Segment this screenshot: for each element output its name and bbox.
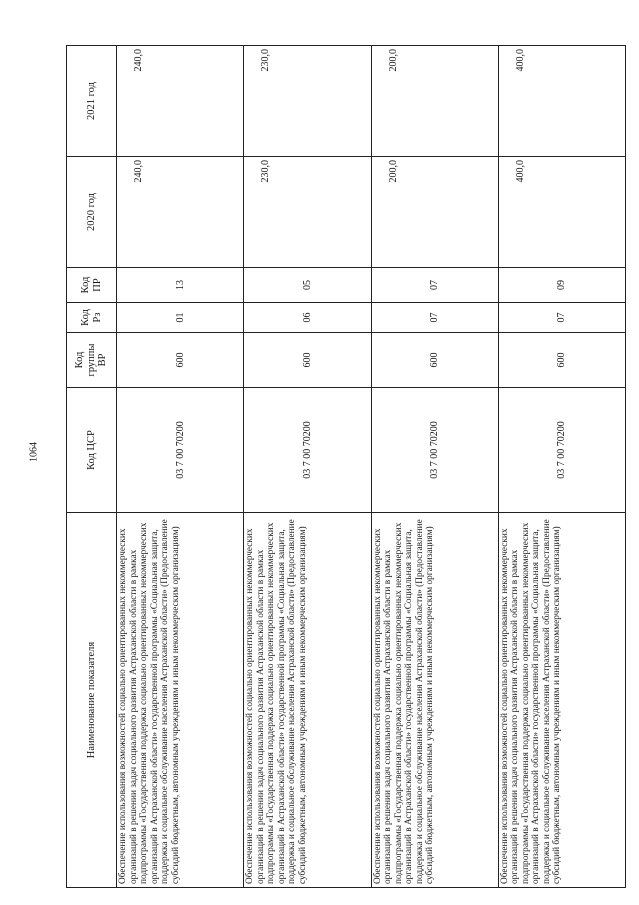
header-rz: Код Рз — [67, 303, 117, 333]
csr-code: 03 7 00 70200 — [117, 388, 244, 513]
vr-code: 600 — [371, 333, 498, 388]
table-row — [117, 46, 244, 888]
value-2020: 230,0 — [244, 157, 371, 268]
vr-code: 600 — [117, 333, 244, 388]
header-pr: Код ПР — [67, 268, 117, 303]
header-vr: Код группы ВР — [67, 333, 117, 388]
vr-code: 600 — [244, 333, 371, 388]
csr-code: 03 7 00 70200 — [498, 388, 625, 513]
header-row — [67, 46, 117, 888]
value-2020: 400,0 — [498, 157, 625, 268]
value-2020: 240,0 — [117, 157, 244, 268]
page-number: 1064 — [28, 442, 40, 462]
csr-code: 03 7 00 70200 — [371, 388, 498, 513]
rz-code: 01 — [117, 303, 244, 333]
budget-table — [66, 45, 626, 888]
header-name: Наименование показателя — [67, 513, 117, 888]
value-2021: 400,0 — [498, 46, 625, 157]
pr-code: 09 — [498, 268, 625, 303]
rz-code: 07 — [498, 303, 625, 333]
header-2020: 2020 год — [67, 157, 117, 268]
table-row — [498, 46, 625, 888]
value-2021: 230,0 — [244, 46, 371, 157]
value-2020: 200,0 — [371, 157, 498, 268]
rz-code: 07 — [371, 303, 498, 333]
indicator-name: Обеспечение использования возможностей социально ориентированных некоммерческих организаций в решении задач социального развития Астраханской области в рамках подпрограммы «Государственная поддержка социально ориентированных некоммерческих организаций в Астраханской области» государственной программы «Социальная защита, поддержка и социальное обслуживание населения Астраханской области» (Предоставление субсидий бюджетным, автономным учреждениям и иным некоммерческим организациям) — [498, 513, 625, 888]
header-csr: Код ЦСР — [67, 388, 117, 513]
value-2021: 240,0 — [117, 46, 244, 157]
indicator-name: Обеспечение использования возможностей социально ориентированных некоммерческих организаций в решении задач социального развития Астраханской области в рамках подпрограммы «Государственная поддержка социально ориентированных некоммерческих организаций в Астраханской области» государственной программы «Социальная защита, поддержка и социальное обслуживание населения Астраханской области» (Предоставление субсидий бюджетным, автономным учреждениям и иным некоммерческим организациям) — [244, 513, 371, 888]
rz-code: 06 — [244, 303, 371, 333]
table-row — [371, 46, 498, 888]
csr-code: 03 7 00 70200 — [244, 388, 371, 513]
indicator-name: Обеспечение использования возможностей социально ориентированных некоммерческих организаций в решении задач социального развития Астраханской области в рамках подпрограммы «Государственная поддержка социально ориентированных некоммерческих организаций в Астраханской области» государственной программы «Социальная защита, поддержка и социальное обслуживание населения Астраханской области» (Предоставление субсидий бюджетным, автономным учреждениям и иным некоммерческим организациям) — [371, 513, 498, 888]
indicator-name: Обеспечение использования возможностей социально ориентированных некоммерческих организаций в решении задач социального развития Астраханской области в рамках подпрограммы «Государственная поддержка социально ориентированных некоммерческих организаций в Астраханской области» государственной программы «Социальная защита, поддержка и социальное обслуживание населения Астраханской области» (Предоставление субсидий бюджетным, автономным учреждениям и иным некоммерческим организациям) — [117, 513, 244, 888]
value-2021: 200,0 — [371, 46, 498, 157]
header-2021: 2021 год — [67, 46, 117, 157]
rotated-page — [66, 46, 626, 888]
table-row — [244, 46, 371, 888]
pr-code: 13 — [117, 268, 244, 303]
vr-code: 600 — [498, 333, 625, 388]
pr-code: 07 — [371, 268, 498, 303]
pr-code: 05 — [244, 268, 371, 303]
